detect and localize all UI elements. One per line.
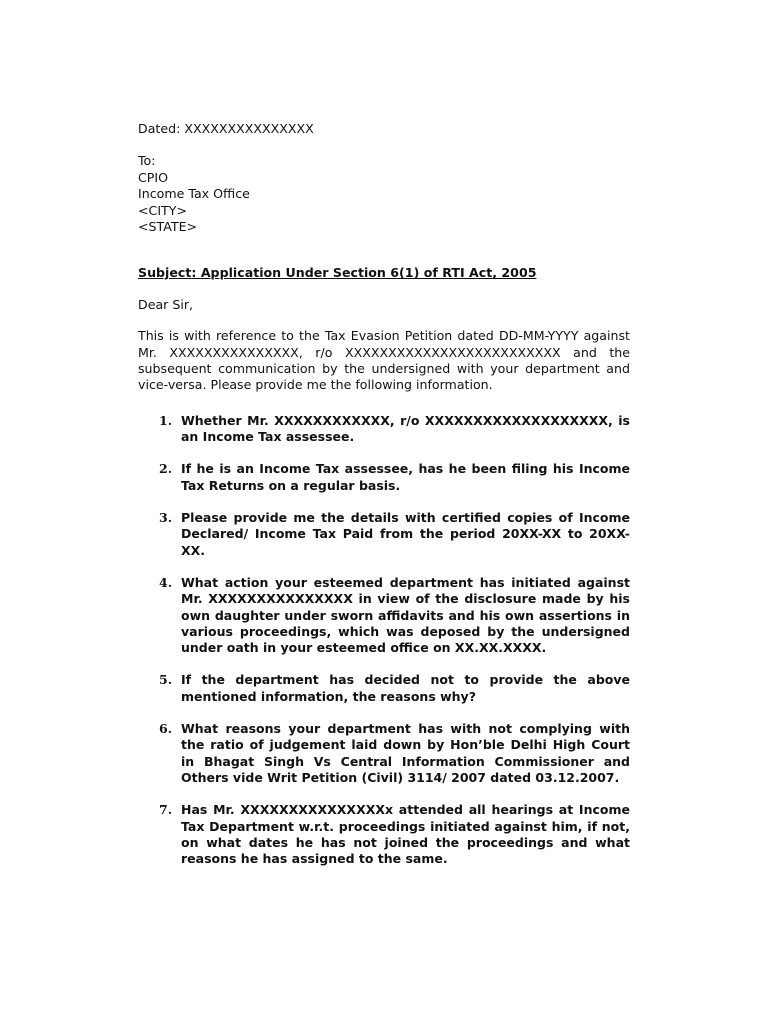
list-item	[138, 510, 630, 559]
list-item-text: What action your esteemed department has initiated against Mr. XXXXXXXXXXXXXXX in view of the disclosure made by his own daughter under sworn affidavits and his own assertions in various proceedings, which was deposed by the undersigned under oath in your esteemed office on XX.XX.XXXX.	[181, 574, 630, 656]
list-item	[138, 413, 630, 446]
list-item-text: If the department has decided not to provide the above mentioned information, the reasons why?	[181, 672, 630, 704]
list-item	[138, 575, 630, 656]
list-item-text: If he is an Income Tax assessee, has he been filing his Income Tax Returns on a regular basis.	[181, 461, 630, 493]
rti-letter	[138, 121, 630, 883]
list-item-text: Has Mr. XXXXXXXXXXXXXXXx attended all hearings at Income Tax Department w.r.t. proceedings initiated against him, if not, on what dates he has not joined the proceedings and what reasons he has assigned to the same.	[181, 802, 630, 867]
list-item	[138, 721, 630, 786]
list-item-number: 5.	[159, 672, 173, 688]
list-item	[138, 672, 630, 705]
intro-paragraph: This is with reference to the Tax Evasion Petition dated DD-MM-YYYY against Mr. XXXXXXXXXXXXXXX, r/o XXXXXXXXXXXXXXXXXXXXXXXXX and the subsequent communication by the undersigned with your department and vice-versa. Please provide me the following information.	[138, 328, 630, 393]
information-request-list	[138, 413, 630, 868]
list-item	[138, 802, 630, 867]
address-line-cpio: CPIO	[138, 169, 169, 185]
list-item-number: 3.	[159, 510, 173, 526]
list-item-number: 7.	[159, 802, 173, 818]
recipient-address	[138, 153, 630, 235]
list-item-text: What reasons your department has with not complying with the ratio of judgement laid down by Hon’ble Delhi High Court in Bhagat Singh Vs Central Information Commissioner and Others vide Writ Petition (Civil) 3114/ 2007 dated 03.12.2007.	[181, 721, 630, 785]
address-line-office: Income Tax Office	[138, 186, 250, 202]
list-item-number: 1.	[159, 412, 173, 428]
dated-line: Dated: XXXXXXXXXXXXXXX	[138, 121, 314, 136]
subject-line: Subject: Application Under Section 6(1) of RTI Act, 2005	[138, 265, 537, 281]
list-item-number: 4.	[159, 574, 173, 590]
list-item-text: Whether Mr. XXXXXXXXXXXX, r/o XXXXXXXXXXXXXXXXXXX, is an Income Tax assessee.	[181, 412, 630, 445]
address-line-to: To:	[138, 153, 156, 169]
list-item-number: 6.	[159, 721, 173, 737]
list-item-number: 2.	[159, 461, 173, 477]
address-line-city: <CITY>	[138, 202, 187, 218]
address-line-state: <STATE>	[138, 219, 198, 235]
list-item	[138, 461, 630, 494]
salutation: Dear Sir,	[138, 296, 194, 312]
list-item-text: Please provide me the details with certified copies of Income Declared/ Income Tax Paid from the period 20XX-XX to 20XX-XX.	[181, 510, 630, 558]
